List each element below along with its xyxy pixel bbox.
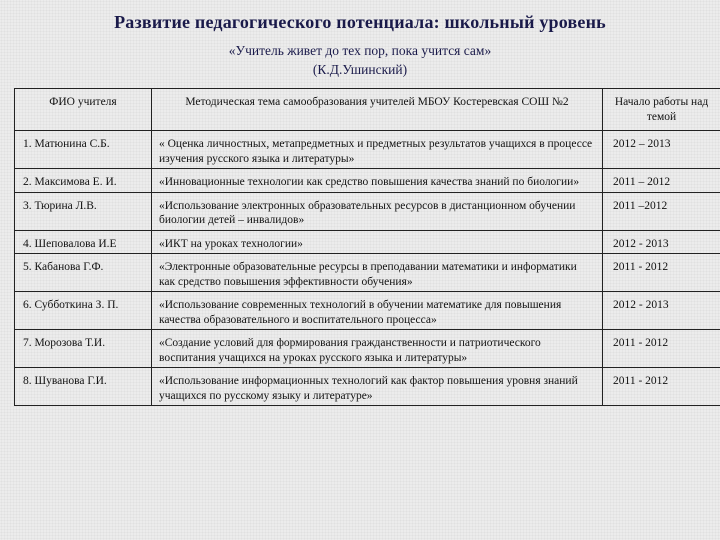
teacher-name: 6. Субботкина З. П. — [15, 292, 152, 330]
period-cell: 2012 - 2013 — [603, 230, 720, 254]
table-row — [15, 169, 720, 193]
quote-author: (К.Д.Ушинский) — [312, 62, 408, 77]
table-row — [15, 230, 720, 254]
topic-cell: «Использование современных технологий в обучении математике для повышения качества образовательного и воспитательного процесса» — [152, 292, 603, 330]
quote-text: «Учитель живет до тех пор, пока учится сам» — [228, 43, 492, 58]
table-header-row — [15, 89, 720, 131]
teacher-name: 7. Морозова Т.И. — [15, 330, 152, 368]
table-row — [15, 131, 720, 169]
table-row — [15, 254, 720, 292]
period-cell: 2011 –2012 — [603, 192, 720, 230]
topic-cell: «ИКТ на уроках технологии» — [152, 230, 603, 254]
topic-cell: «Инновационные технологии как средство повышения качества знаний по биологии» — [152, 169, 603, 193]
period-cell: 2011 - 2012 — [603, 330, 720, 368]
period-cell: 2011 – 2012 — [603, 169, 720, 193]
topic-cell: « Оценка личностных, метапредметных и предметных результатов учащихся в процессе изучения русского языка и литературы» — [152, 131, 603, 169]
epigraph — [0, 41, 720, 79]
table-row — [15, 192, 720, 230]
topic-cell: «Использование информационных технологий как фактор повышения уровня знаний учащихся по русскому языку и литературе» — [152, 368, 603, 406]
teacher-name: 1. Матюнина С.Б. — [15, 131, 152, 169]
topic-cell: «Электронные образовательные ресурсы в преподавании математики и информатики как средство повышения эффективности обучения» — [152, 254, 603, 292]
teacher-name: 2. Максимова Е. И. — [15, 169, 152, 193]
header-topic: Методическая тема самообразования учителей МБОУ Костеревская СОШ №2 — [152, 89, 603, 131]
period-cell: 2011 - 2012 — [603, 254, 720, 292]
period-cell: 2012 - 2013 — [603, 292, 720, 330]
topic-cell: «Создание условий для формирования гражданственности и патриотического воспитания учащихся на уроках русского языка и литературы» — [152, 330, 603, 368]
table-row — [15, 368, 720, 406]
teacher-name: 3. Тюрина Л.В. — [15, 192, 152, 230]
header-teacher: ФИО учителя — [15, 89, 152, 131]
header-start: Начало работы над темой — [603, 89, 720, 131]
teacher-name: 4. Шеповалова И.Е — [15, 230, 152, 254]
table-row — [15, 330, 720, 368]
period-cell: 2012 – 2013 — [603, 131, 720, 169]
topic-cell: «Использование электронных образовательных ресурсов в дистанционном обучении биологии детей – инвалидов» — [152, 192, 603, 230]
teacher-name: 5. Кабанова Г.Ф. — [15, 254, 152, 292]
page-title: Развитие педагогического потенциала: школьный уровень — [114, 12, 606, 32]
teacher-name: 8. Шуванова Г.И. — [15, 368, 152, 406]
period-cell: 2011 - 2012 — [603, 368, 720, 406]
table-row — [15, 292, 720, 330]
self-education-table — [14, 88, 720, 406]
